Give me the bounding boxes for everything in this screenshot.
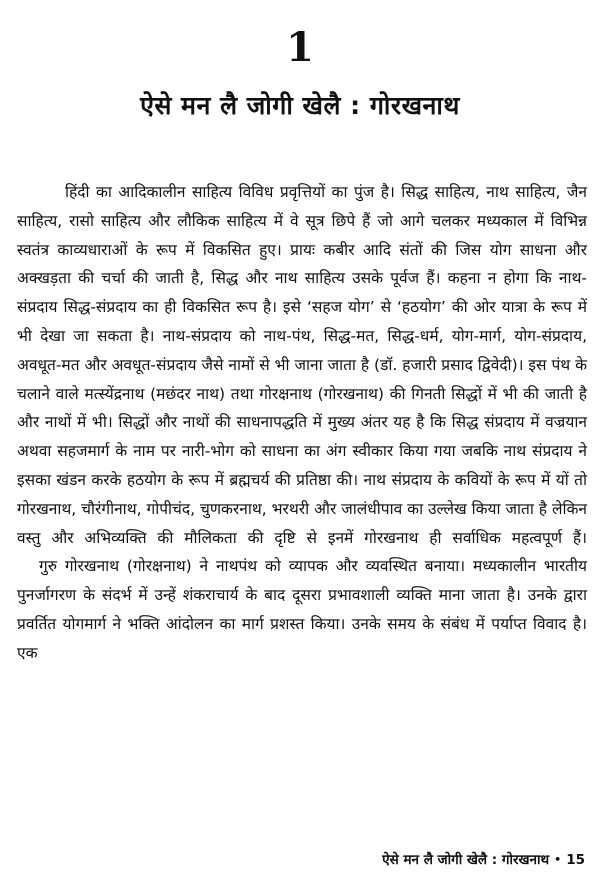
page-number: 15 bbox=[566, 852, 585, 868]
chapter-title: ऐसे मन लै जोगी खेलै : गोरखनाथ bbox=[140, 91, 460, 120]
paragraph-2: गुरु गोरखनाथ (गोरक्षनाथ) ने नाथपंथ को व्यापक और व्यवस्थित बनाया। मध्यकालीन भारतीय पुनर्जागरण के संदर्भ में उन्हें शंकराचार्य के बाद दूसरा प्रभावशाली व्यक्ति माना जाता है। उनके द्वारा प्रवर्तित योगमार्ग ने भक्ति आंदोलन का मार्ग प्रशस्त किया। उनके समय के संबंध में पर्याप्त विवाद है। एक bbox=[17, 557, 587, 662]
running-title: ऐसे मन लै जोगी खेलै : गोरखनाथ bbox=[382, 852, 550, 868]
body-text bbox=[17, 178, 587, 668]
chapter-number: 1 bbox=[286, 24, 314, 71]
paragraph-1: हिंदी का आदिकालीन साहित्य विविध प्रवृत्तियों का पुंज है। सिद्ध साहित्य, नाथ साहित्य, जैन साहित्य, रासो साहित्य और लौकिक साहित्य में वे सूत्र छिपे हैं जो आगे चलकर मध्यकाल में विभिन्न स्वतंत्र काव्यधाराओं के रूप में विकसित हुए। प्रायः कबीर आदि संतों की जिस योग साधना और अक्खड़ता की चर्चा की जाती है, सिद्ध और नाथ साहित्य उसके पूर्वज हैं। कहना न होगा कि नाथ-संप्रदाय सिद्ध-संप्रदाय का ही विकसित रूप है। इसे ‘सहज योग’ से ‘हठयोग’ की ओर यात्रा के रूप में भी देखा जा सकता है। नाथ-संप्रदाय को नाथ-पंथ, सिद्ध-मत, सिद्ध-धर्म, योग-मार्ग, योग-संप्रदाय, अवधूत-मत और अवधूत-संप्रदाय जैसे नामों से भी जाना जाता है (डॉ. हजारी प्रसाद द्विवेदी)। इस पंथ के चलाने वाले मत्स्येंद्रनाथ (मछंदर नाथ) तथा गोरक्षनाथ (गोरखनाथ) की गिनती सिद्धों में भी की जाती है और नाथों में भी। सिद्धों और नाथों की साधनापद्धति में मुख्य अंतर यह है कि सिद्ध संप्रदाय में वज्रयान अथवा सहजमार्ग के नाम पर नारी-भोग को साधना का अंग स्वीकार किया गया जबकि नाथ संप्रदाय ने इसका खंडन करके हठयोग के रूप में ब्रह्मचर्य की प्रतिष्ठा की। नाथ संप्रदाय के कवियों के रूप में यों तो गोरखनाथ, चौरंगीनाथ, गोपीचंद, चुणकरनाथ, भरथरी और जालंधीपाव का उल्लेख किया जाता है लेकिन वस्तु और अभिव्यक्ति की मौलिकता की दृष्टि से इनमें गोरखनाथ ही सर्वाधिक महत्वपूर्ण हैं। bbox=[17, 183, 587, 547]
page-footer bbox=[382, 850, 585, 870]
footer-bullet: • bbox=[554, 853, 562, 866]
